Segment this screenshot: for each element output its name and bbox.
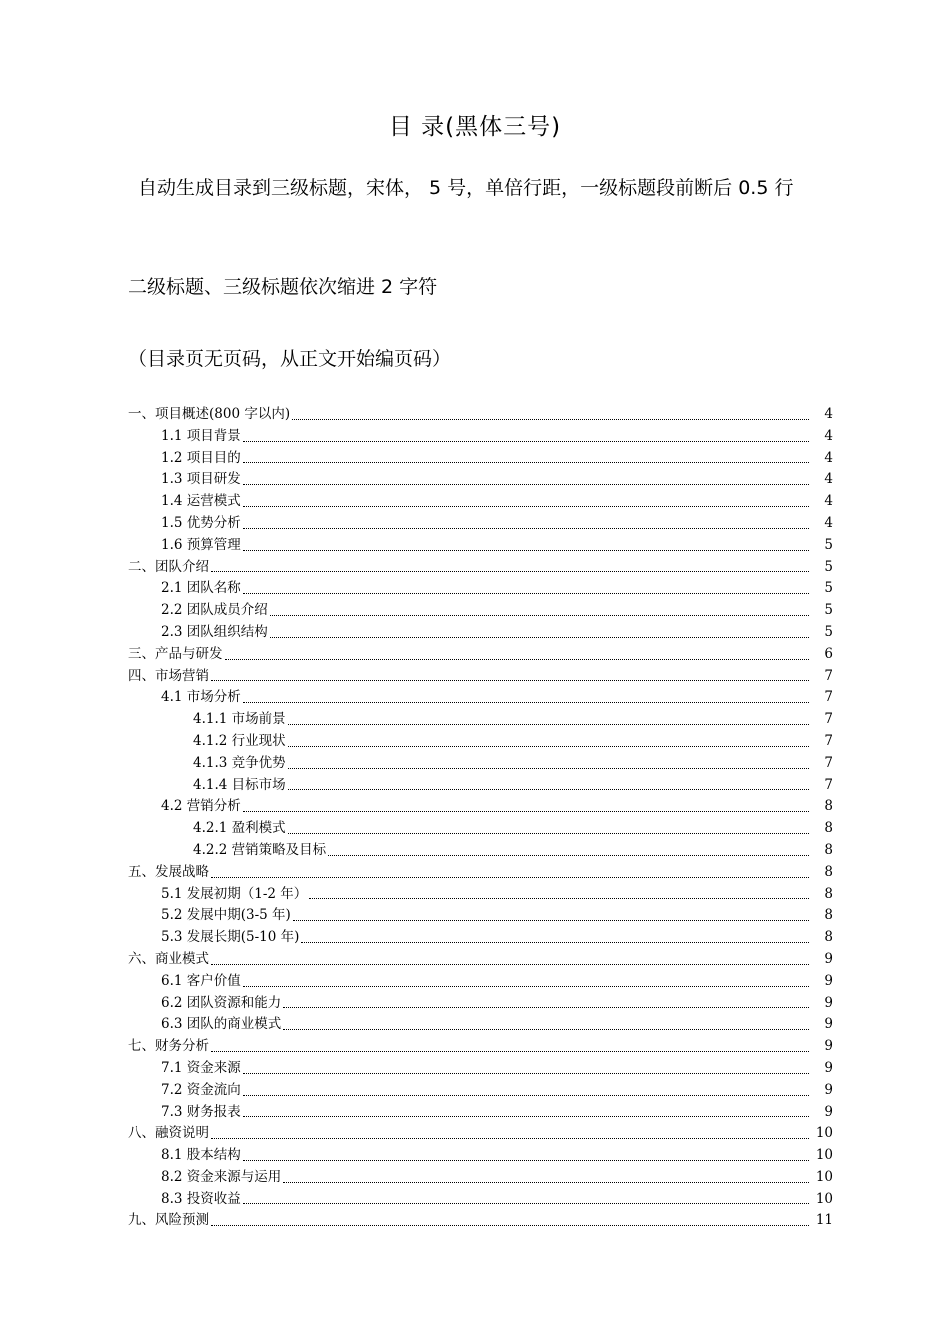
dot-leader [211,570,809,572]
dot-leader [211,876,809,878]
toc-entry[interactable] [128,927,833,949]
toc-entry-label: 2.2 团队成员介绍 [161,602,268,619]
toc-entry[interactable] [128,949,833,971]
toc-entry[interactable] [128,796,833,818]
toc-entry-label: 7.1 资金来源 [161,1059,241,1076]
toc-entry-label: 六、商业模式 [128,950,209,967]
toc-entry-label: 一、项目概述(800 字以内) [128,406,291,422]
toc-entry-label: 二、团队介绍 [128,558,209,575]
dot-leader [328,854,809,856]
toc-entry[interactable] [128,1058,833,1080]
page-title: 目 录(黑体三号) [388,114,562,140]
toc-entry[interactable] [128,993,833,1015]
dot-leader [292,418,809,420]
toc-entry-label: 1.6 预算管理 [161,536,241,553]
toc-entry-page-number: 7 [824,732,833,749]
dot-leader [288,745,809,747]
toc-entry-page-number: 4 [824,514,833,531]
dot-leader [211,963,809,965]
instruction-note-indent: 二级标题、三级标题依次缩进 2 字符 [128,276,438,298]
dot-leader [283,1028,809,1030]
toc-entry[interactable] [128,709,833,731]
toc-entry[interactable] [128,600,833,622]
toc-entry-label: 7.3 财务报表 [161,1103,241,1120]
dot-leader [270,614,809,616]
dot-leader [288,723,809,725]
toc-entry[interactable] [128,775,833,797]
toc-entry-label: 6.2 团队资源和能力 [161,994,282,1011]
toc-entry-page-number: 8 [824,820,833,837]
dot-leader [243,505,809,507]
toc-entry[interactable] [128,535,833,557]
toc-entry-label: 1.4 运营模式 [161,493,241,510]
toc-entry-label: 2.3 团队组织结构 [161,623,268,640]
dot-leader [288,832,809,834]
dot-leader [270,636,809,638]
toc-entry[interactable] [128,1189,833,1211]
toc-entry-page-number: 9 [824,1038,833,1055]
toc-entry-page-number: 7 [824,754,833,771]
toc-entry-page-number: 9 [824,1016,833,1033]
toc-entry[interactable] [128,622,833,644]
toc-entry-page-number: 4 [824,449,833,466]
toc-entry[interactable] [128,1145,833,1167]
toc-entry[interactable] [128,1014,833,1036]
toc-entry-label: 8.3 投资收益 [161,1190,241,1207]
toc-entry[interactable] [128,818,833,840]
toc-entry-page-number: 9 [824,972,833,989]
instruction-note-page-numbering: （目录页无页码，从正文开始编页码） [128,348,452,370]
dot-leader [288,767,809,769]
toc-entry-label: 8.1 股本结构 [161,1147,241,1164]
toc-entry-label: 五、发展战略 [128,863,209,880]
toc-entry-label: 6.3 团队的商业模式 [161,1016,282,1033]
toc-entry-page-number: 9 [824,1081,833,1098]
toc-entry-label: 4.1.4 目标市场 [193,776,286,793]
toc-entry-page-number: 8 [824,929,833,946]
toc-entry[interactable] [128,840,833,862]
toc-entry[interactable] [128,578,833,600]
dot-leader [288,788,809,790]
toc-entry-page-number: 10 [815,1147,833,1164]
toc-entry-page-number: 5 [824,602,833,619]
dot-leader [225,658,810,660]
dot-leader [243,461,809,463]
toc-entry-page-number: 8 [824,907,833,924]
toc-entry[interactable] [128,905,833,927]
toc-entry-page-number: 9 [824,1059,833,1076]
toc-entry-page-number: 5 [824,580,833,597]
toc-entry-label: 4.2.1 盈利模式 [193,820,286,837]
toc-entry-label: 4.1.3 竞争优势 [193,754,286,771]
dot-leader [243,1202,809,1204]
toc-entry-label: 4.1 市场分析 [161,689,241,706]
toc-entry-label: 5.3 发展长期(5-10 年) [161,929,300,946]
toc-entry-page-number: 8 [824,841,833,858]
dot-leader [211,1137,809,1139]
toc-entry-page-number: 4 [824,471,833,488]
dot-leader [211,679,809,681]
toc-entry-label: 4.1.1 市场前景 [193,711,286,728]
dot-leader [283,1181,809,1183]
toc-entry-label: 8.2 资金来源与运用 [161,1168,282,1185]
table-of-contents [128,404,833,1232]
toc-entry-page-number: 4 [824,427,833,444]
toc-entry-label: 5.2 发展中期(3-5 年) [161,907,291,924]
toc-entry-page-number: 5 [824,536,833,553]
dot-leader [243,1094,809,1096]
dot-leader [243,1159,809,1161]
toc-entry-label: 三、产品与研发 [128,645,223,662]
toc-entry[interactable] [128,1036,833,1058]
toc-entry-page-number: 10 [815,1125,833,1142]
toc-entry[interactable] [128,862,833,884]
toc-entry-page-number: 7 [824,689,833,706]
toc-entry-page-number: 8 [824,798,833,815]
toc-entry-label: 1.1 项目背景 [161,427,241,444]
toc-entry-label: 4.2 营销分析 [161,798,241,815]
toc-entry[interactable] [128,731,833,753]
dot-leader [243,810,809,812]
toc-entry-label: 七、财务分析 [128,1038,209,1055]
toc-entry[interactable] [128,666,833,688]
toc-entry[interactable] [128,753,833,775]
dot-leader [283,1006,809,1008]
toc-entry-label: 1.3 项目研发 [161,471,241,488]
toc-entry-page-number: 8 [824,863,833,880]
dot-leader [301,941,809,943]
dot-leader [243,440,809,442]
dot-leader [309,897,809,899]
toc-entry[interactable] [128,404,833,426]
dot-leader [211,1050,809,1052]
toc-entry-page-number: 9 [824,1103,833,1120]
toc-entry[interactable] [128,1102,833,1124]
toc-entry-label: 4.1.2 行业现状 [193,732,286,749]
dot-leader [243,701,809,703]
toc-entry[interactable] [128,557,833,579]
toc-entry-page-number: 5 [824,558,833,575]
toc-entry[interactable] [128,1210,833,1232]
toc-entry-page-number: 7 [824,667,833,684]
toc-entry-page-number: 7 [824,776,833,793]
toc-entry-label: 八、融资说明 [128,1125,209,1142]
dot-leader [243,985,809,987]
toc-entry-label: 4.2.2 营销策略及目标 [193,841,327,858]
toc-entry[interactable] [128,884,833,906]
dot-leader [243,592,809,594]
toc-entry-page-number: 6 [824,645,833,662]
toc-entry-label: 7.2 资金流向 [161,1081,241,1098]
toc-entry[interactable] [128,513,833,535]
toc-entry[interactable] [128,426,833,448]
toc-entry[interactable] [128,1080,833,1102]
toc-entry-page-number: 10 [815,1168,833,1185]
toc-entry-page-number: 9 [824,994,833,1011]
toc-entry-page-number: 4 [824,493,833,510]
dot-leader [293,919,809,921]
toc-entry[interactable] [128,1167,833,1189]
toc-entry-label: 1.2 项目目的 [161,449,241,466]
toc-entry[interactable] [128,448,833,470]
toc-entry[interactable] [128,644,833,666]
toc-entry-page-number: 7 [824,711,833,728]
toc-entry-label: 1.5 优势分析 [161,514,241,531]
toc-entry-label: 九、风险预测 [128,1212,209,1229]
toc-entry-page-number: 10 [815,1190,833,1207]
dot-leader [243,1115,809,1117]
toc-entry-label: 四、市场营销 [128,667,209,684]
dot-leader [243,483,809,485]
toc-entry-page-number: 9 [824,950,833,967]
dot-leader [243,527,809,529]
toc-entry-page-number: 8 [824,885,833,902]
toc-entry-label: 2.1 团队名称 [161,580,241,597]
toc-entry-page-number: 4 [824,406,833,422]
toc-entry-label: 6.1 客户价值 [161,972,241,989]
toc-entry[interactable] [128,491,833,513]
toc-entry[interactable] [128,971,833,993]
toc-entry-page-number: 5 [824,623,833,640]
toc-entry-label: 5.1 发展初期（1-2 年） [161,885,308,902]
toc-entry[interactable] [128,469,833,491]
toc-entry-page-number: 11 [815,1212,833,1229]
dot-leader [243,549,809,551]
toc-entry[interactable] [128,1123,833,1145]
instruction-note-toc-format: 自动生成目录到三级标题，宋体， 5 号，单倍行距，一级标题段前断后 0.5 行 [138,177,794,199]
dot-leader [243,1072,809,1074]
dot-leader [211,1224,809,1226]
toc-entry[interactable] [128,687,833,709]
